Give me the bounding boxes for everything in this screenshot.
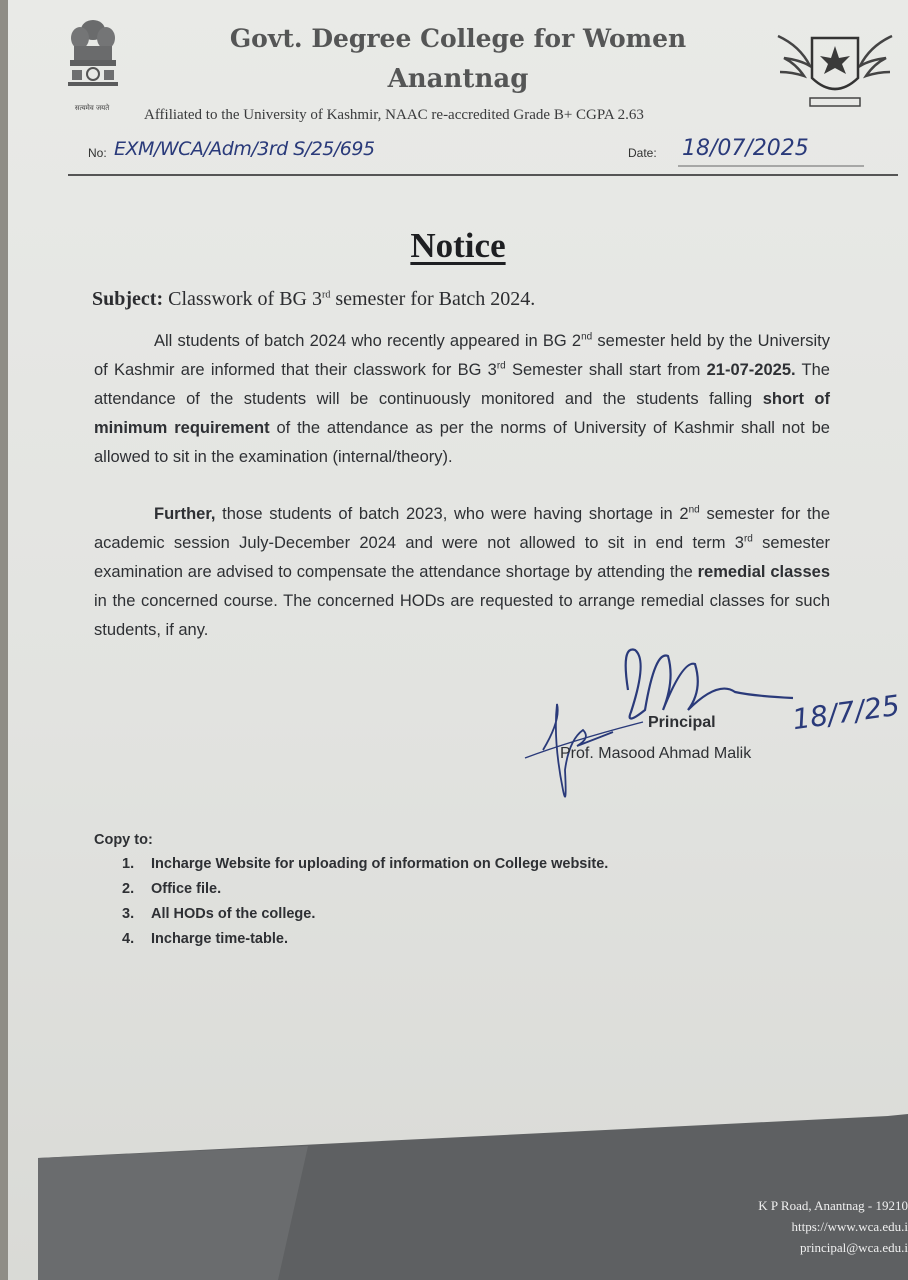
list-item: 4. Incharge time-table. [122,931,288,947]
footer-address: K P Road, Anantnag - 19210 [758,1198,908,1213]
p1-bold: short of minimum requirement [94,390,830,437]
college-place: Anantnag [387,64,529,94]
footer-email: principal@wca.edu.i [800,1240,908,1255]
affiliation-line: Affiliated to the University of Kashmir, NAAC re-accredited Grade B+ CGPA 2.63 [144,107,644,123]
subject-text-a: Classwork of BG 3 [168,288,322,310]
subject-sup: rd [322,289,331,301]
p1-c: Semester shall start from [505,361,707,379]
paragraph-2 [94,500,830,645]
emblem-caption: सत्यमेव जयते [74,104,110,112]
p1-d: The attendance of the students will be continuously monitored and the students falling [94,361,830,408]
date-value: 18/07/2025 [682,136,809,161]
p2-sup1: nd [688,504,700,516]
p2-a: those students of batch 2023, who were having shortage in 2 [215,505,689,523]
p1-date: 21-07-2025. [706,361,796,379]
p2-bold: remedial classes [697,563,830,581]
list-item: 2. Office file. [122,881,222,897]
date-underline [678,164,864,168]
subject-label: Subject: [92,288,164,310]
signatory-title: Principal [648,714,716,731]
subject-line [92,288,535,311]
college-name: Govt. Degree College for Women [229,24,687,53]
p1-a: All students of batch 2024 who recently appeared in BG 2 [154,332,582,350]
notice-document [8,0,908,1280]
list-item: 1. Incharge Website for uploading of information on College website. [122,856,609,872]
ref-number: EXM/WCA/Adm/3rd S/25/695 [114,138,375,160]
header-divider [68,174,898,176]
ref-label: No: [88,146,107,160]
subject-text-b: semester for Batch 2024. [330,288,536,310]
copy-to-label: Copy to: [94,832,153,848]
p2-lead: Further, [154,505,216,523]
p2-b: semester for the academic session July-December 2024 and were not allowed to sit in end term 3 [94,505,830,552]
p2-sup2: rd [743,533,753,545]
date-label: Date: [628,146,657,160]
p1-e: of the attendance as per the norms of University of Kashmir shall not be allowed to sit in the examination (internal/theory). [94,419,830,466]
paragraph-1 [94,327,830,472]
notice-title: Notice [410,226,506,265]
handwritten-date: 18/7/25 [790,688,902,737]
p2-c: semester examination are advised to compensate the attendance shortage by attending the [94,534,830,581]
p1-sup2: rd [496,360,506,372]
copy-to-list [122,852,608,952]
signatory-name: Prof. Masood Ahmad Malik [560,745,752,762]
list-item: 3. All HODs of the college. [122,906,316,922]
footer-website: https://www.wca.edu.i [791,1219,908,1234]
reference-row [88,138,864,172]
footer-contact [758,1195,908,1258]
p1-b: semester held by the University of Kashmir are informed that their classwork for BG 3 [94,332,830,379]
p1-sup1: nd [581,331,593,343]
p2-d: in the concerned course. The concerned HODs are requested to arrange remedial classes for such students, if any. [94,592,830,639]
